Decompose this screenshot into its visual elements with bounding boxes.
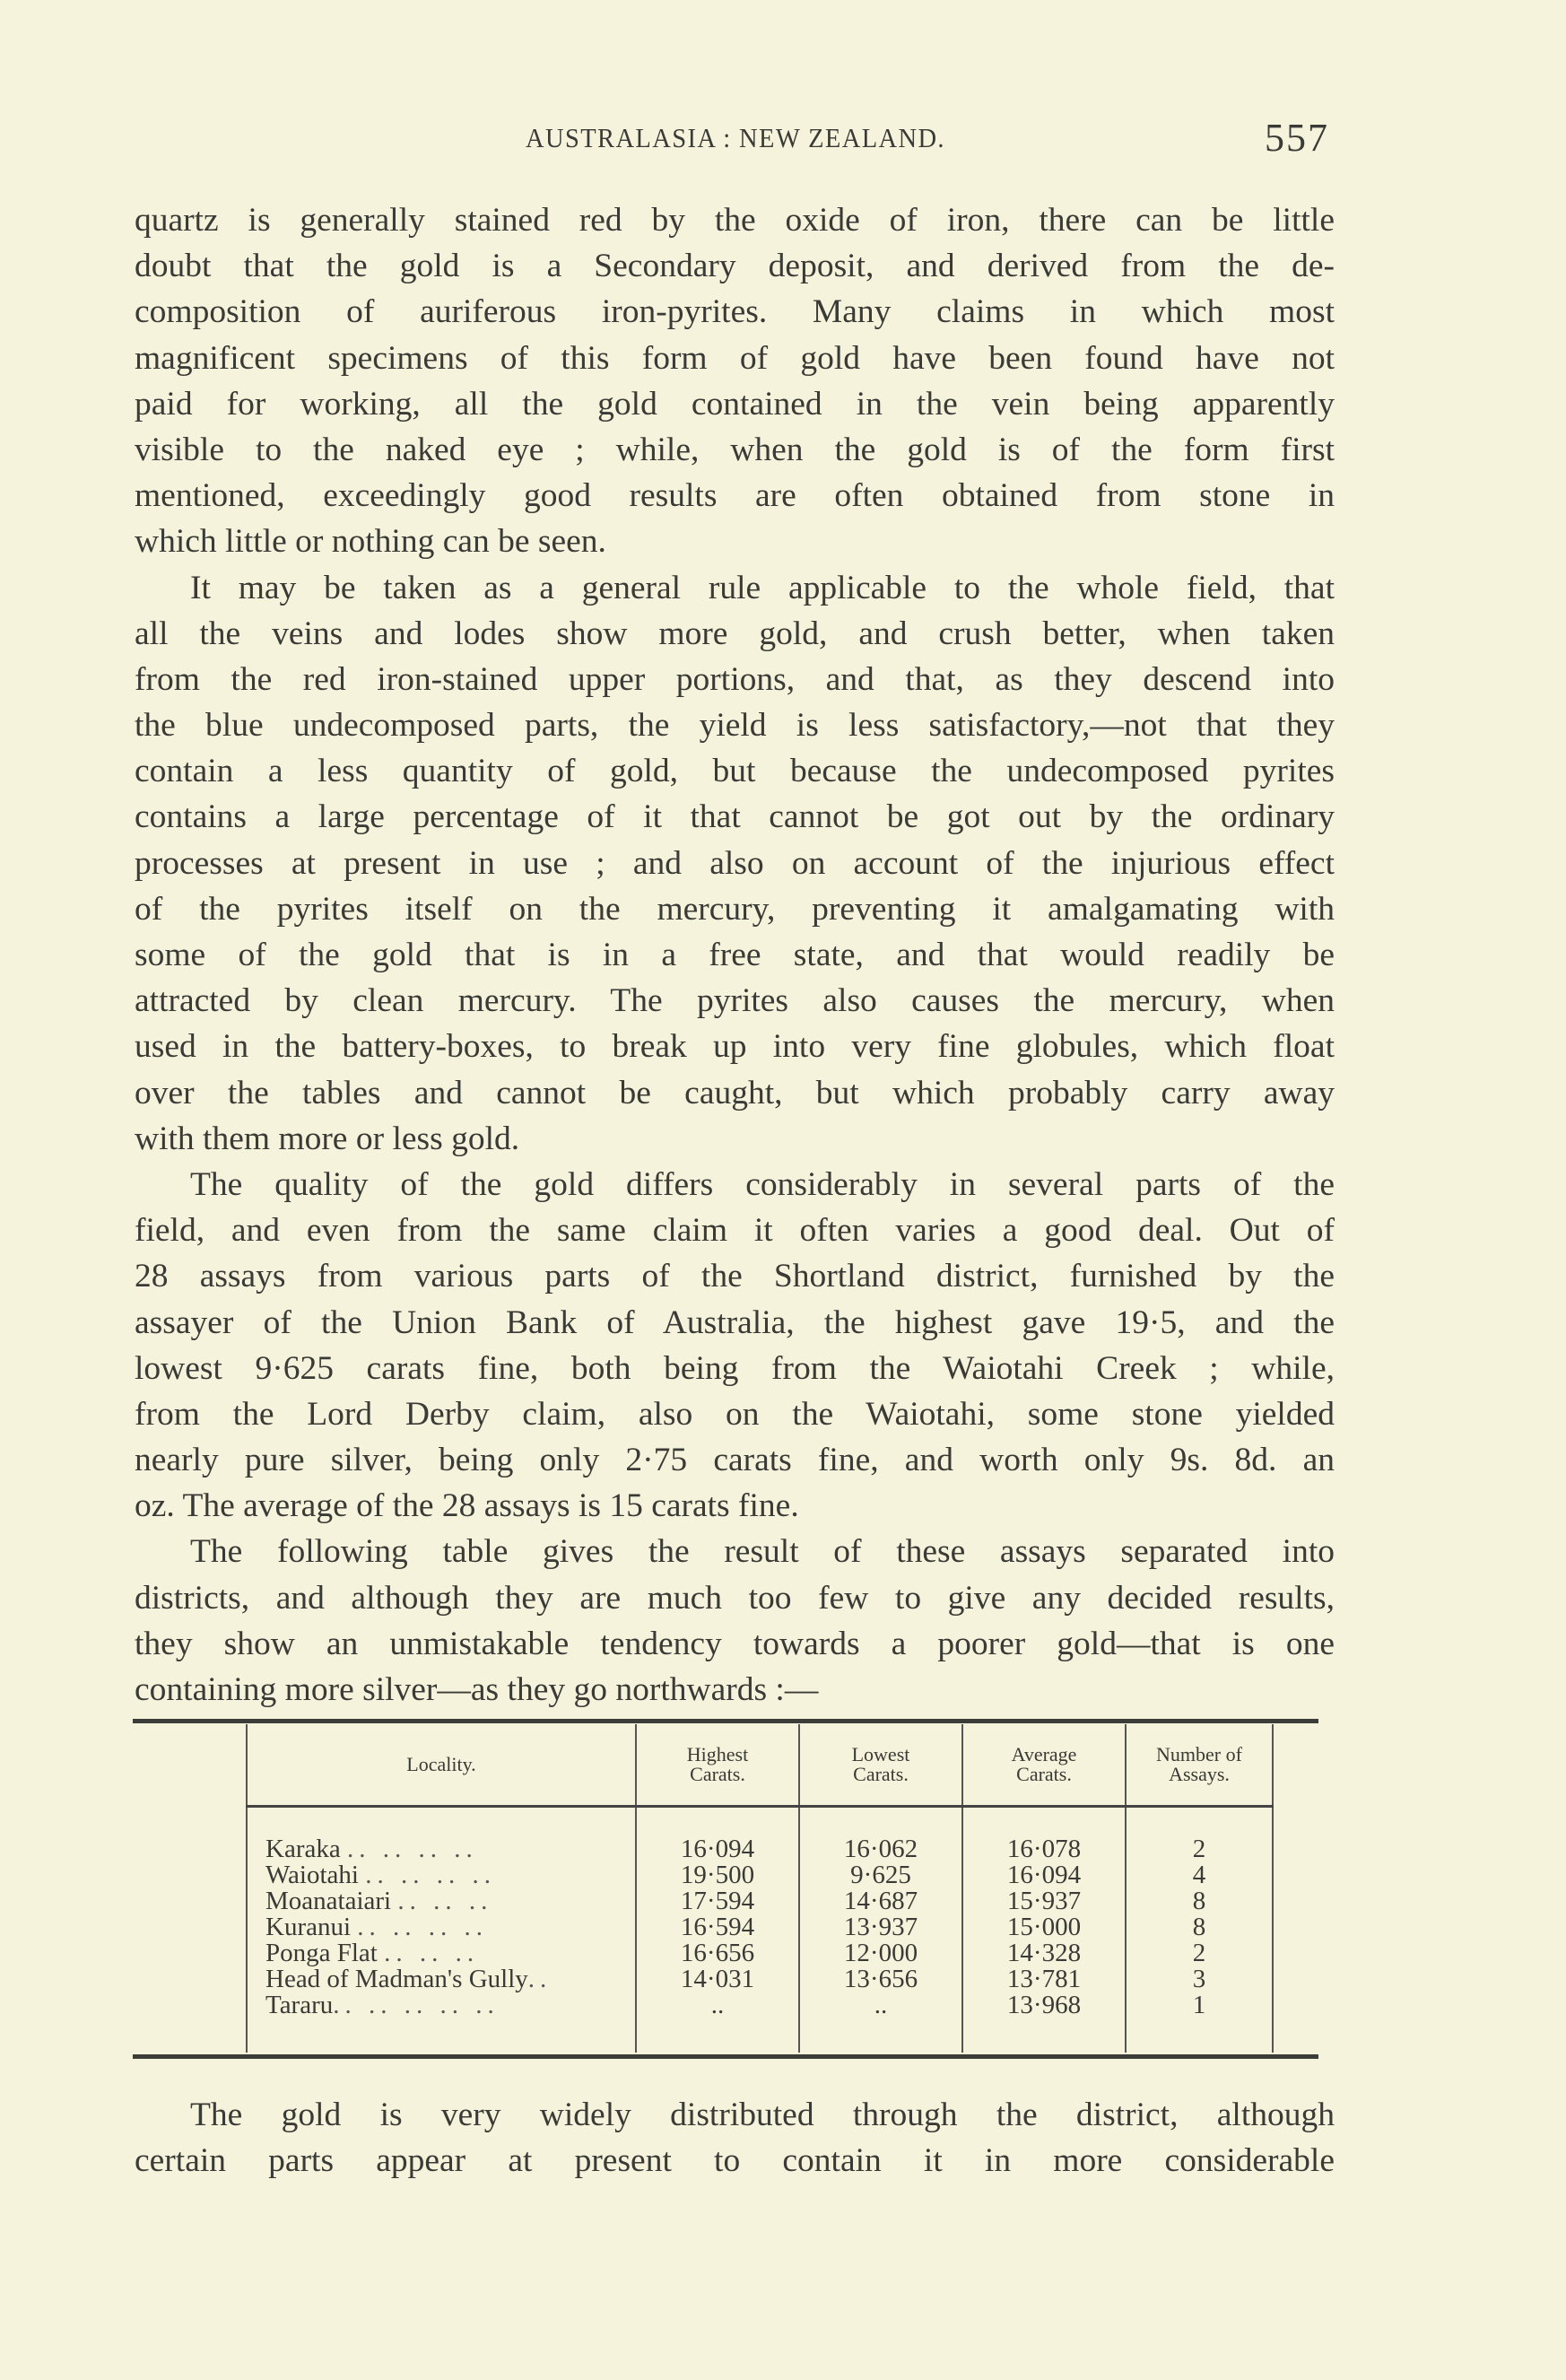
- text-line: from the Lord Derby claim, also on the Waiotahi, some stone yielded: [135, 1395, 1335, 1433]
- header-lowest-line2: Carats.: [853, 1763, 909, 1785]
- leader-dots: .. .. .. ..: [346, 1835, 478, 1863]
- cell-count: 8: [1126, 1914, 1273, 1940]
- table-row: [247, 1992, 1273, 2053]
- cell-average: 16·094: [962, 1862, 1126, 1888]
- locality-name: Ponga Flat: [265, 1939, 378, 1967]
- text-line: contains a large percentage of it that cannot be got out by the ordinary: [135, 798, 1335, 836]
- leader-dots: .. .. .. .. ..: [333, 1991, 500, 2019]
- header-highest-line1: Highest: [686, 1743, 749, 1765]
- text-line: with them more or less gold.: [135, 1120, 520, 1157]
- text-line: contain a less quantity of gold, but because the undecomposed pyrites: [135, 753, 1335, 790]
- text-line: composition of auriferous iron-pyrites. Many claims in which most: [135, 293, 1335, 331]
- text-line: districts, and although they are much too few to give any decided results,: [135, 1579, 1335, 1617]
- cell-locality: [247, 1914, 636, 1940]
- assay-table: [246, 1724, 1274, 2053]
- text-line: attracted by clean mercury. The pyrites also causes the mercury, when: [135, 982, 1335, 1020]
- cell-locality: [247, 1940, 636, 1966]
- text-line: assayer of the Union Bank of Australia, the highest gave 19·5, and the: [135, 1303, 1335, 1341]
- header-average-line1: Average: [1011, 1743, 1077, 1765]
- cell-locality: [247, 1992, 636, 2053]
- table-top-rule: [133, 1719, 1318, 1723]
- cell-average: 15·000: [962, 1914, 1126, 1940]
- running-title: AUSTRALASIA : NEW ZEALAND.: [526, 122, 945, 153]
- text-line: The gold is very widely distributed through the district, although: [190, 2097, 1335, 2133]
- table-row: [247, 1940, 1273, 1966]
- header-highest-line2: Carats.: [690, 1763, 745, 1785]
- table-bottom-rule: [133, 2054, 1318, 2059]
- text-line: It may be taken as a general rule applicable to the whole field, that: [190, 569, 1335, 606]
- paragraph-quality: [135, 1162, 1335, 1530]
- cell-lowest: 14·687: [799, 1888, 962, 1914]
- header-count: [1126, 1724, 1273, 1807]
- leader-dots: .. .. .. ..: [357, 1913, 489, 1941]
- table-row: [247, 1862, 1273, 1888]
- header-count-line1: Number of: [1156, 1743, 1242, 1765]
- cell-highest: ..: [636, 1992, 799, 2053]
- table-row: [247, 1914, 1273, 1940]
- cell-highest: 17·594: [636, 1888, 799, 1914]
- header-count-line2: Assays.: [1169, 1763, 1230, 1785]
- leader-dots: .. .. ..: [384, 1939, 480, 1967]
- header-locality: [247, 1724, 636, 1807]
- cell-highest: 19·500: [636, 1862, 799, 1888]
- leader-dots: .. .. .. ..: [365, 1861, 496, 1889]
- cell-count: 4: [1126, 1862, 1273, 1888]
- text-line: 28 assays from various parts of the Shortland district, furnished by the: [135, 1258, 1335, 1295]
- paragraph-pyrites: [135, 565, 1335, 1162]
- cell-average: 14·328: [962, 1940, 1126, 1966]
- text-line: visible to the naked eye ; while, when the gold is of the form first: [135, 431, 1335, 468]
- cell-lowest: 16·062: [799, 1807, 962, 1863]
- leader-dots: .. .. ..: [397, 1887, 493, 1915]
- text-line: from the red iron-stained upper portions, and that, as they descend into: [135, 660, 1335, 698]
- cell-highest: 16·656: [636, 1940, 799, 1966]
- cell-average: 15·937: [962, 1888, 1126, 1914]
- text-line: over the tables and cannot be caught, but which probably carry away: [135, 1074, 1335, 1112]
- text-line: quartz is generally stained red by the oxide of iron, there can be little: [135, 202, 1335, 239]
- text-line: magnificent specimens of this form of gold have been found have not: [135, 339, 1335, 377]
- text-line: of the pyrites itself on the mercury, preventing it amalgamating with: [135, 890, 1335, 928]
- text-line: the blue undecomposed parts, the yield is less satisfactory,—not that they: [135, 707, 1335, 745]
- leader-dots: ..: [527, 1965, 552, 1993]
- text-line: certain parts appear at present to contain it in more considerable: [135, 2142, 1335, 2180]
- header-average: [962, 1724, 1126, 1807]
- text-line: some of the gold that is in a free state, and that would readily be: [135, 937, 1335, 973]
- text-line: lowest 9·625 carats fine, both being from the Waiotahi Creek ; while,: [135, 1349, 1335, 1387]
- paragraph-continuation: [135, 197, 1335, 565]
- locality-name: Kuranui: [265, 1913, 352, 1941]
- cell-lowest: 13·656: [799, 1966, 962, 1992]
- text-line: nearly pure silver, being only 2·75 carats fine, and worth only 9s. 8d. an: [135, 1442, 1335, 1479]
- text-line: field, and even from the same claim it often varies a good deal. Out of: [135, 1212, 1335, 1250]
- table-row: [247, 1966, 1273, 1992]
- cell-lowest: 13·937: [799, 1914, 962, 1940]
- locality-name: Waiotahi: [265, 1861, 359, 1889]
- locality-name: Tararu: [265, 1991, 334, 2019]
- cell-lowest: 12·000: [799, 1940, 962, 1966]
- text-line: containing more silver—as they go northwards :—: [135, 1671, 819, 1708]
- cell-highest: 16·594: [636, 1914, 799, 1940]
- cell-count: 3: [1126, 1966, 1273, 1992]
- cell-highest: 14·031: [636, 1966, 799, 1992]
- cell-count: 8: [1126, 1888, 1273, 1914]
- cell-average: 13·968: [962, 1992, 1126, 2053]
- locality-name: Moanataiari: [265, 1887, 392, 1915]
- text-line: processes at present in use ; and also on account of the injurious effect: [135, 844, 1335, 882]
- table-header-row: [247, 1724, 1273, 1807]
- paragraph-table-intro: [135, 1529, 1335, 1713]
- table-row: [247, 1807, 1273, 1863]
- body-text-bottom: [135, 2092, 1335, 2184]
- cell-average: 13·781: [962, 1966, 1126, 1992]
- header-lowest-line1: Lowest: [851, 1743, 910, 1765]
- page-number: 557: [1265, 116, 1329, 160]
- cell-highest: 16·094: [636, 1807, 799, 1863]
- locality-name: Head of Madman's Gully: [265, 1965, 528, 1993]
- cell-count: 1: [1126, 1992, 1273, 2053]
- text-line: paid for working, all the gold contained in the vein being apparently: [135, 385, 1335, 423]
- assay-table-block: [133, 1719, 1338, 2019]
- cell-locality: [247, 1888, 636, 1914]
- header-locality-label: Locality.: [406, 1753, 476, 1775]
- body-text-top: [135, 197, 1335, 1713]
- text-line: The following table gives the result of these assays separated into: [190, 1533, 1335, 1571]
- locality-name: Karaka: [265, 1835, 341, 1863]
- table-row: [247, 1888, 1273, 1914]
- running-head: [135, 115, 1336, 169]
- cell-locality: [247, 1862, 636, 1888]
- cell-lowest: ..: [799, 1992, 962, 2053]
- cell-count: 2: [1126, 1807, 1273, 1863]
- cell-lowest: 9·625: [799, 1862, 962, 1888]
- text-line: The quality of the gold differs considerably in several parts of the: [190, 1165, 1335, 1203]
- text-line: used in the battery-boxes, to break up into very fine globules, which float: [135, 1028, 1335, 1066]
- header-average-line2: Carats.: [1016, 1763, 1072, 1785]
- text-line: oz. The average of the 28 assays is 15 carats fine.: [135, 1487, 799, 1525]
- text-line: all the veins and lodes show more gold, and crush better, when taken: [135, 615, 1335, 652]
- cell-locality: [247, 1966, 636, 1992]
- text-line: doubt that the gold is a Secondary deposit, and derived from the de-: [135, 248, 1335, 285]
- cell-count: 2: [1126, 1940, 1273, 1966]
- text-line: they show an unmistakable tendency towards a poorer gold—that is one: [135, 1625, 1335, 1662]
- cell-average: 16·078: [962, 1807, 1126, 1863]
- header-highest: [636, 1724, 799, 1807]
- header-lowest: [799, 1724, 962, 1807]
- cell-locality: [247, 1807, 636, 1863]
- text-line: mentioned, exceedingly good results are often obtained from stone in: [135, 477, 1335, 515]
- text-line: which little or nothing can be seen.: [135, 523, 606, 561]
